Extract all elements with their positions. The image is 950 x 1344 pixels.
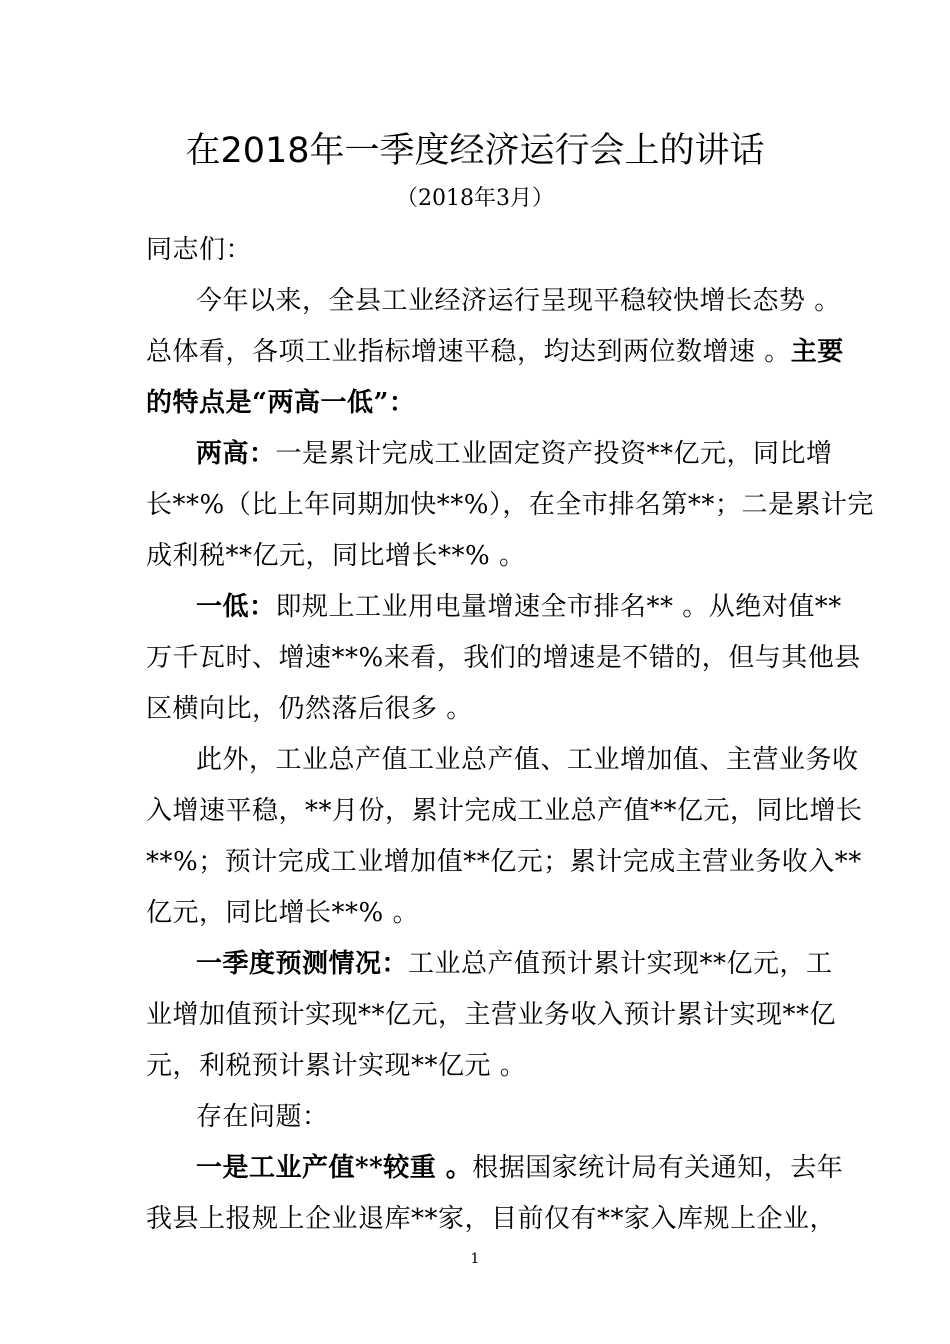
paragraph-5-heading: 一季度预测情况： (196, 949, 409, 979)
paragraph-3-line-1-text: 即规上工业用电量增速全市排名** 。从绝对值** (275, 592, 842, 622)
paragraph-3-line-2: 万千瓦时、增速**%来看，我们的增速是不错的，但与其他县 (146, 643, 861, 673)
issues-heading: 存在问题： (196, 1102, 329, 1132)
paragraph-5-line-3: 元，利税预计累计实现**亿元 。 (146, 1051, 527, 1081)
document-title: 在2018年一季度经济运行会上的讲话 (185, 131, 765, 171)
paragraph-2-line-1-text: 一是累计完成工业固定资产投资**亿元，同比增 (275, 439, 833, 469)
paragraph-2-line-3: 成利税**亿元，同比增长**% 。 (146, 541, 526, 571)
paragraph-3-line-3: 区横向比，仍然落后很多 。 (146, 694, 473, 724)
paragraph-1-line-3: 的特点是“两高一低”： (146, 388, 416, 418)
paragraph-1-line-1: 今年以来，全县工业经济运行呈现平稳较快增长态势 。 (196, 286, 841, 316)
paragraph-7-heading: 一是工业产值**较重 。 (196, 1153, 473, 1183)
paragraph-1-line-2 (146, 335, 844, 369)
paragraph-5-line-1-text: 工业总产值预计累计实现**亿元，工 (408, 949, 833, 979)
paragraph-4-line-4: 亿元，同比增长**% 。 (146, 898, 419, 928)
paragraph-5-line-1 (196, 947, 833, 981)
paragraph-3-heading: 一低： (196, 592, 276, 622)
paragraph-7-line-2: 我县上报规上企业退库**家，目前仅有**家入库规上企业， (146, 1204, 837, 1234)
paragraph-1-line-2-text: 总体看，各项工业指标增速平稳，均达到两位数增速 。 (146, 337, 791, 367)
paragraph-4-line-2: 入增速平稳，**月份，累计完成工业总产值**亿元，同比增长 (146, 796, 863, 826)
paragraph-5-line-2: 业增加值预计实现**亿元，主营业务收入预计累计实现**亿 (146, 1000, 837, 1030)
paragraph-7-line-1-text: 根据国家统计局有关通知，去年 (472, 1153, 844, 1183)
document-date: （2018年3月） (396, 186, 554, 211)
paragraph-4-line-3: **%；预计完成工业增加值**亿元；累计完成主营业务收入** (146, 847, 862, 877)
salutation: 同志们： (146, 235, 253, 265)
page-number: 1 (470, 1251, 480, 1267)
paragraph-2-line-1 (196, 437, 833, 471)
paragraph-4-line-1: 此外，工业总产值工业总产值、工业增加值、主营业务收 (196, 745, 859, 775)
paragraph-2-heading: 两高： (196, 439, 276, 469)
paragraph-3-line-1 (196, 590, 842, 624)
paragraph-1-bold-lead: 主要 (790, 337, 844, 367)
paragraph-2-line-2: 长**%（比上年同期加快**%），在全市排名第**；二是累计完 (146, 490, 874, 520)
paragraph-7-line-1 (196, 1151, 844, 1185)
